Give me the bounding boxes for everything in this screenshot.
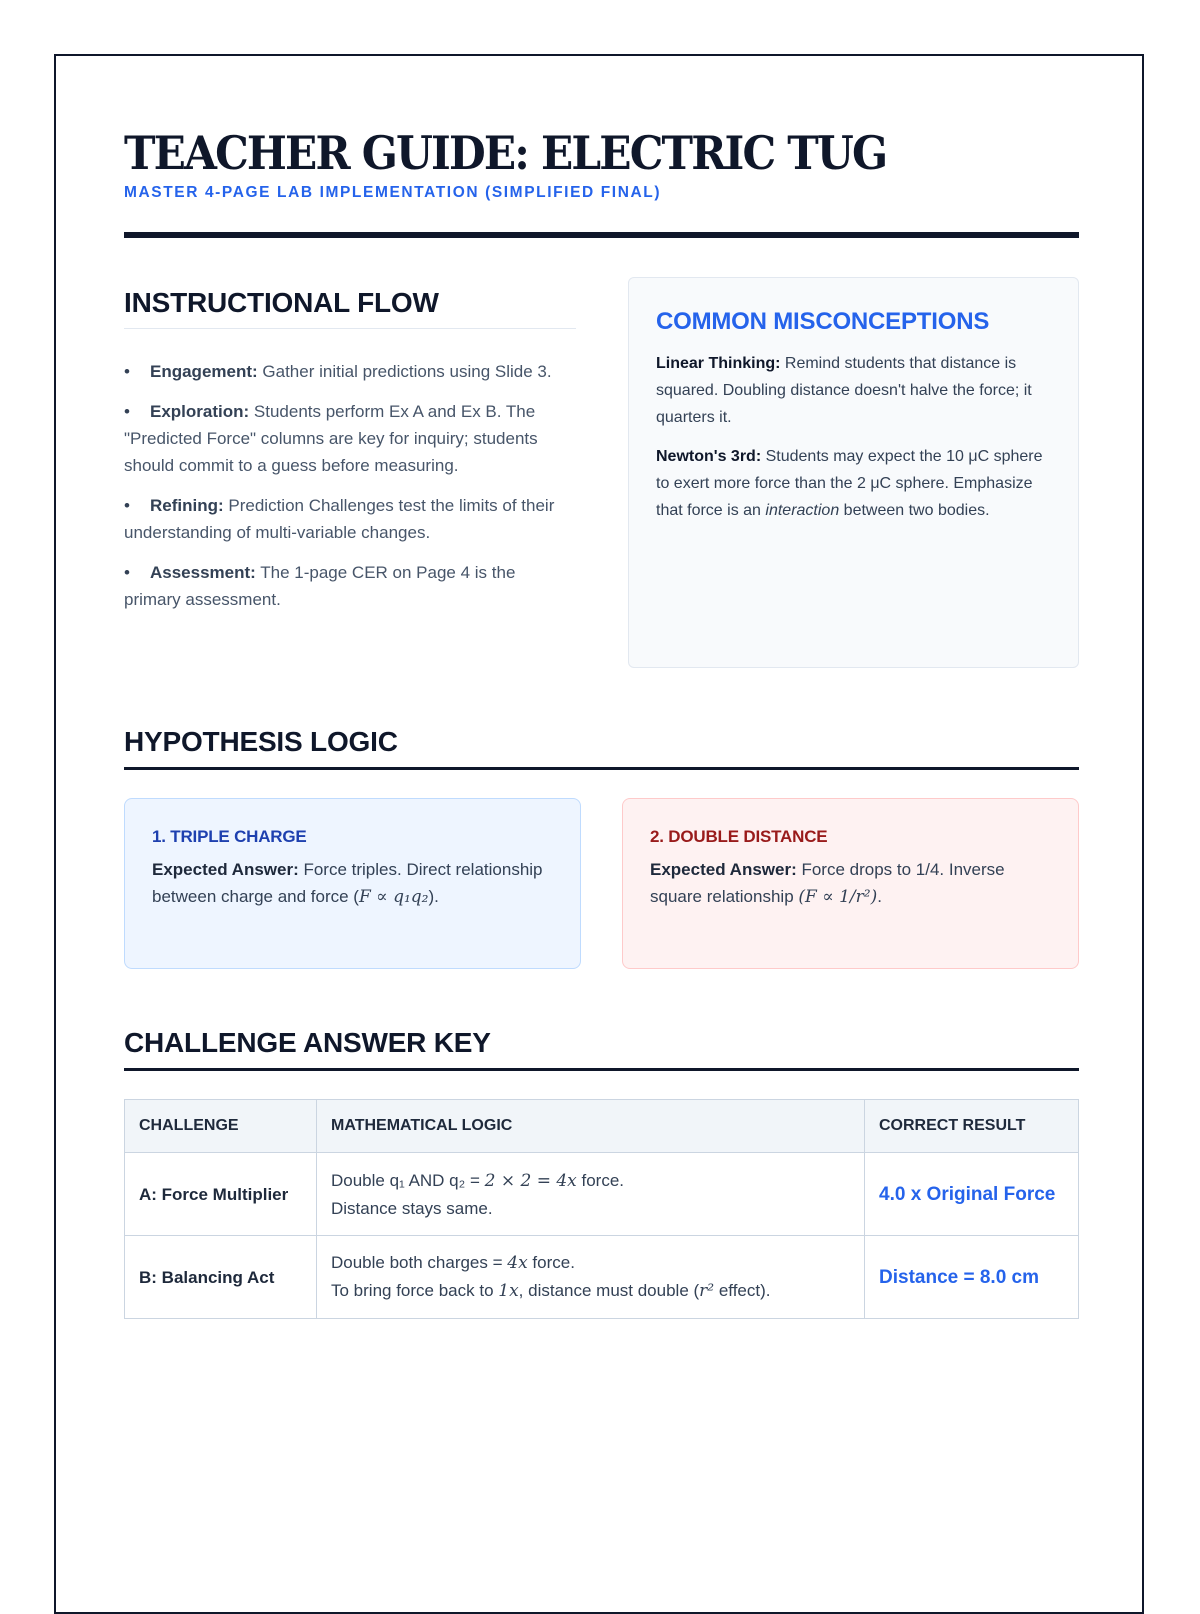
list-item [124, 559, 576, 613]
logic-line [331, 1249, 850, 1277]
misconception-newton [656, 443, 1051, 524]
expected-answer-label: Expected Answer: [152, 860, 299, 879]
formula: F ∝ q₁q₂ [358, 887, 429, 907]
logic-text: effect). [714, 1281, 771, 1300]
table-row [125, 1236, 1079, 1319]
hypothesis-card-text [650, 856, 1051, 911]
item-text: The 1-page CER on Page 4 is the primary assessment. [124, 563, 516, 609]
logic-text: force. [576, 1170, 625, 1190]
result-cell: Distance = 8.0 cm [865, 1236, 1079, 1319]
item-text: Gather initial predictions using Slide 3. [257, 362, 552, 381]
misconception-text-end: between two bodies. [839, 502, 990, 519]
list-item [124, 398, 576, 479]
expected-answer-end: ). [428, 887, 439, 906]
logic-text: Double q₁ AND q₂ = [331, 1170, 485, 1190]
result-cell: 4.0 x Original Force [865, 1153, 1079, 1236]
expected-answer-end: . [877, 887, 882, 906]
challenge-cell: A: Force Multiplier [125, 1153, 317, 1236]
document-title: TEACHER GUIDE: ELECTRIC TUG [124, 126, 887, 180]
logic-cell [317, 1236, 865, 1319]
expected-answer-text: Force drops to 1/4. Inverse square relationship [650, 860, 1005, 906]
misconceptions-heading: COMMON MISCONCEPTIONS [656, 308, 990, 335]
bullet-icon: • [124, 496, 130, 515]
bullet-icon: • [124, 402, 130, 421]
instructional-flow-list [124, 358, 576, 613]
logic-line [331, 1167, 850, 1195]
logic-text: Distance stays same. [331, 1198, 493, 1218]
list-item [124, 492, 576, 546]
formula: 4x [507, 1253, 528, 1273]
column-header-result: CORRECT RESULT [865, 1100, 1079, 1153]
item-text: Students perform Ex A and Ex B. The "Predicted Force" columns are key for inquiry; students should commit to a guess before measuring. [124, 402, 538, 475]
answer-key-section [124, 1027, 1079, 1319]
bullet-icon: • [124, 563, 130, 582]
answer-key-heading: CHALLENGE ANSWER KEY [124, 1027, 1079, 1071]
hypothesis-card-text [152, 856, 553, 911]
item-text: Prediction Challenges test the limits of their understanding of multi-variable changes. [124, 496, 555, 542]
item-label: Exploration: [150, 402, 250, 421]
document-page [54, 54, 1144, 1614]
misconception-label: Linear Thinking: [656, 355, 781, 372]
formula: 2 × 2 = 4x [484, 1170, 577, 1191]
instructional-flow-heading: INSTRUCTIONAL FLOW [124, 277, 576, 329]
misconception-text: Students may expect the 10 μC sphere to exert more force than the 2 μC sphere. Emphasize that force is an [656, 448, 1043, 519]
logic-line [331, 1277, 850, 1305]
misconception-emphasis: interaction [765, 502, 840, 519]
misconceptions-box [628, 277, 1079, 668]
logic-cell [317, 1153, 865, 1236]
formula: r² [699, 1281, 715, 1301]
page-content [124, 122, 1079, 1319]
item-label: Engagement: [150, 362, 258, 381]
item-label: Assessment: [150, 563, 256, 582]
instructional-flow-section [124, 277, 576, 668]
formula: 1x [498, 1281, 519, 1301]
column-header-challenge: CHALLENGE [125, 1100, 317, 1153]
logic-text: , distance must double ( [518, 1281, 700, 1300]
top-row [124, 277, 1079, 668]
formula: (F ∝ 1/r²) [798, 887, 878, 907]
logic-text: force. [527, 1253, 575, 1272]
hypothesis-section [124, 726, 1079, 969]
table-header-row [125, 1100, 1079, 1153]
list-item [124, 358, 576, 385]
logic-line [331, 1195, 850, 1222]
bullet-icon: • [124, 362, 130, 381]
document-subtitle: MASTER 4-PAGE LAB IMPLEMENTATION (SIMPLIFIED FINAL) [124, 184, 662, 201]
hypothesis-card-title: 1. TRIPLE CHARGE [152, 827, 307, 846]
hypothesis-heading: HYPOTHESIS LOGIC [124, 726, 1079, 770]
hypothesis-cards [124, 798, 1079, 969]
hypothesis-card-double-distance [622, 798, 1079, 969]
logic-text: To bring force back to [331, 1281, 499, 1300]
expected-answer-label: Expected Answer: [650, 860, 797, 879]
title-divider [124, 232, 1079, 238]
table-row [125, 1153, 1079, 1236]
challenge-cell: B: Balancing Act [125, 1236, 317, 1319]
hypothesis-card-title: 2. DOUBLE DISTANCE [650, 827, 828, 846]
misconceptions-section [628, 277, 1079, 668]
misconception-label: Newton's 3rd: [656, 448, 762, 465]
misconception-linear [656, 350, 1051, 431]
expected-answer-text: Force triples. Direct relationship between charge and force ( [152, 860, 543, 906]
misconception-text: Remind students that distance is squared. Doubling distance doesn't halve the force; it quarters it. [656, 355, 1032, 426]
item-label: Refining: [150, 496, 224, 515]
hypothesis-card-triple-charge [124, 798, 581, 969]
column-header-logic: MATHEMATICAL LOGIC [317, 1100, 865, 1153]
logic-text: Double both charges = [331, 1253, 508, 1272]
answer-key-table [124, 1099, 1079, 1319]
